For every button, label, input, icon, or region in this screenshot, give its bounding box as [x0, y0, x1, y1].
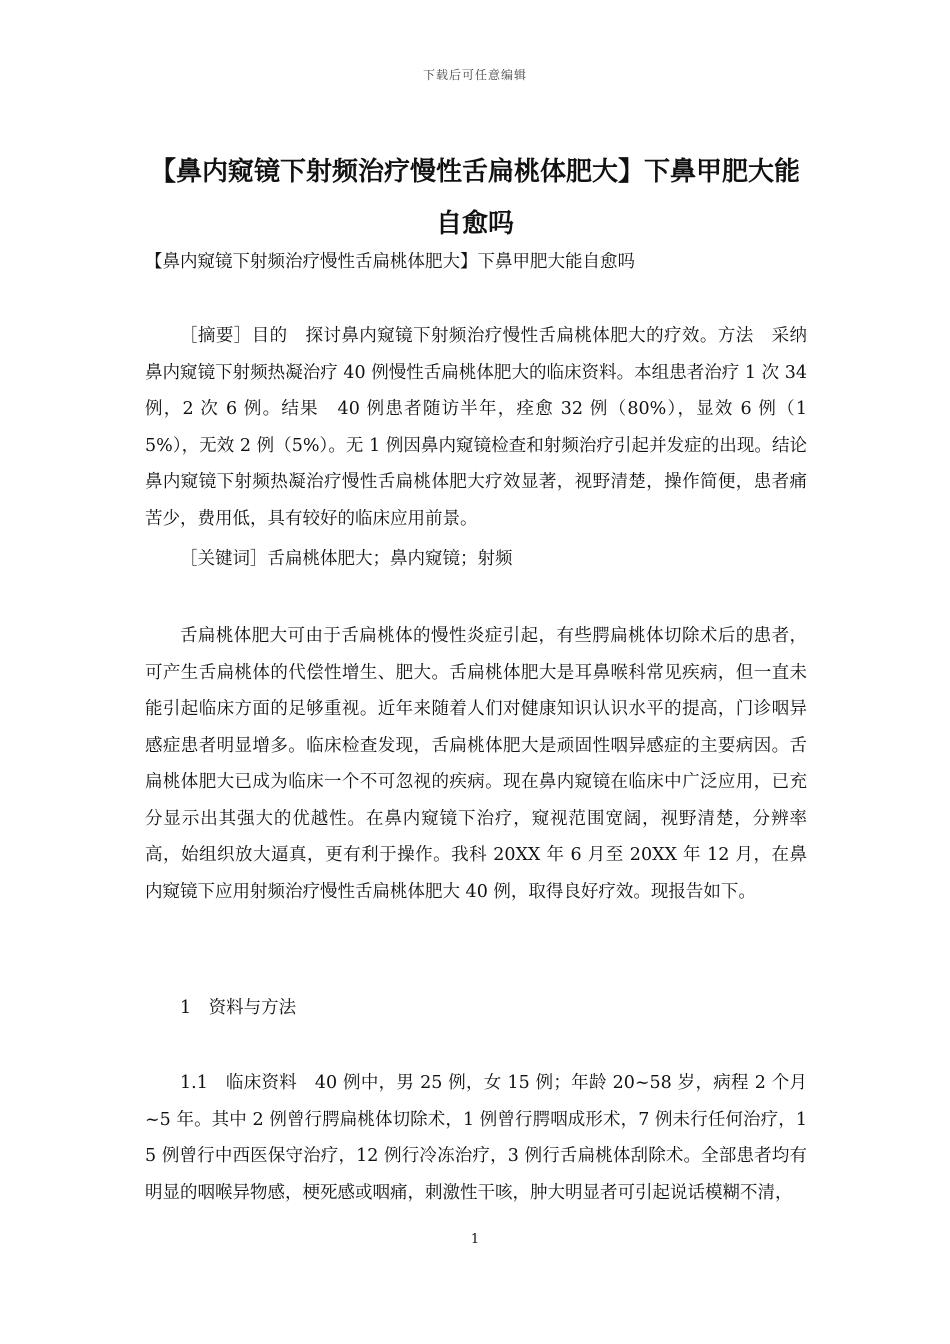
section-heading-1: 1 资料与方法	[180, 998, 297, 1018]
document-title: 【鼻内窥镜下射频治疗慢性舌扁桃体肥大】下鼻甲肥大能自愈吗	[149, 157, 800, 239]
section-1-1-paragraph: 1.1 临床资料 40 例中，男 25 例，女 15 例；年龄 20~58 岁，病程 2 个月~5 年。其中 2 例曾行腭扁桃体切除术，1 例曾行腭咽成形术，7 例未行任何治疗，15 例曾行中西医保守治疗，12 例行冷冻治疗，3 例行舌扁桃体刮除术。全部患者均有明显的咽喉异物感，梗死感或咽痛，刺激性干咳，肿大明显者可引起说话模糊不清，	[145, 1073, 807, 1203]
intro-paragraph: 舌扁桃体肥大可由于舌扁桃体的慢性炎症引起，有些腭扁桃体切除术后的患者，可产生舌扁桃体的代偿性增生、肥大。舌扁桃体肥大是耳鼻喉科常见疾病，但一直未能引起临床方面的足够重视。近年来随着人们对健康知识认识水平的提高，门诊咽异感症患者明显增多。临床检查发现，舌扁桃体肥大是顽固性咽异感症的主要病因。舌扁桃体肥大已成为临床一个不可忽视的疾病。现在鼻内窥镜在临床中广泛应用，已充分显示出其强大的优越性。在鼻内窥镜下治疗，窥视范围宽阔，视野清楚，分辨率高，始组织放大逼真，更有利于操作。我科 20XX 年 6 月至 20XX 年 12 月，在鼻内窥镜下应用射频治疗慢性舌扁桃体肥大 40 例，取得良好疗效。现报告如下。	[145, 626, 807, 902]
header-note: 下载后可任意编辑	[422, 68, 527, 82]
abstract-paragraph: ［摘要］目的 探讨鼻内窥镜下射频治疗慢性舌扁桃体肥大的疗效。方法 采纳鼻内窥镜下射频热凝治疗 40 例慢性舌扁桃体肥大的临床资料。本组患者治疗 1 次 34 例，2 次 6 例。结果 40 例患者随访半年，痊愈 32 例（80%），显效 6 例（15%），无效 2 例（5%）。无 1 例因鼻内窥镜检查和射频治疗引起并发症的出现。结论 鼻内窥镜下射频热凝治疗慢性舌扁桃体肥大疗效显著，视野清楚，操作简便，患者痛苦少，费用低，具有较好的临床应用前景。	[145, 326, 825, 529]
page-number: 1	[470, 1232, 480, 1247]
keywords-paragraph: ［关键词］舌扁桃体肥大；鼻内窥镜；射频	[180, 549, 513, 569]
document-subtitle: 【鼻内窥镜下射频治疗慢性舌扁桃体肥大】下鼻甲肥大能自愈吗	[145, 252, 635, 272]
